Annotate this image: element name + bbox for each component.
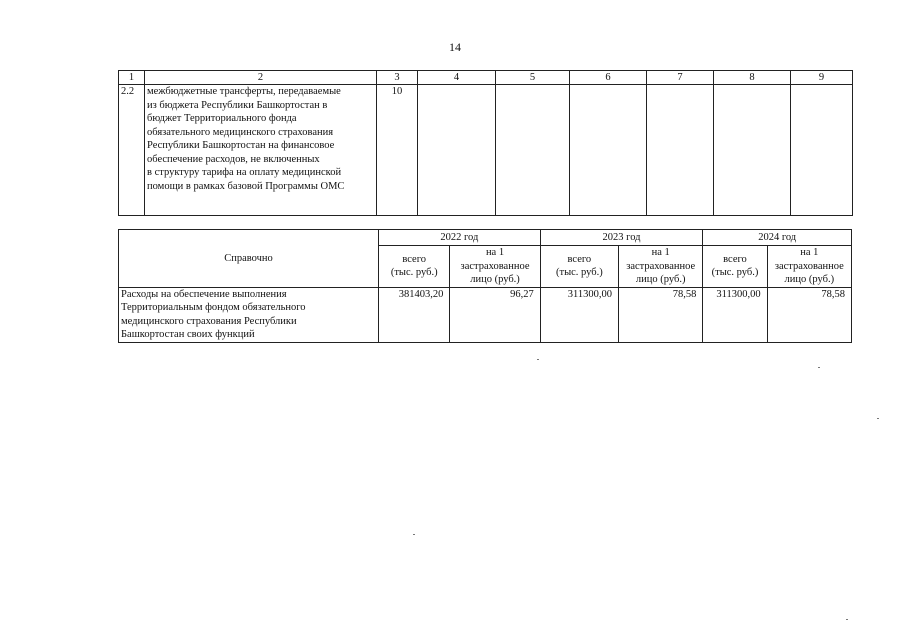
empty-cell <box>647 85 714 216</box>
year-header: 2023 год <box>540 230 703 246</box>
column-header: 5 <box>496 71 570 85</box>
column-header: 4 <box>418 71 496 85</box>
column-header: 7 <box>647 71 714 85</box>
empty-cell <box>496 85 570 216</box>
row-code: 10 <box>377 85 418 216</box>
main-table <box>118 70 853 216</box>
reference-table <box>118 229 852 343</box>
expense-label: Расходы на обеспечение выполнения Территориальным фондом обязательного медицинского страхования Республики Башкортостан своих функций <box>119 287 379 342</box>
scan-speck <box>818 367 820 368</box>
row-description: межбюджетные трансферты, передаваемые из бюджета Республики Башкортостан в бюджет Территориального фонда обязательного медицинского страхования Республики Башкортостан на финансовое обеспечение расходов, не включенных в структуру тарифа на оплату медицинской помощи в рамках базовой Программы ОМС <box>145 85 377 216</box>
year-header: 2024 год <box>703 230 852 246</box>
header-row <box>119 71 853 85</box>
value-cell: 381403,20 <box>379 287 450 342</box>
scan-speck <box>537 359 539 360</box>
column-header: 2 <box>145 71 377 85</box>
column-header: 9 <box>791 71 853 85</box>
col-total-header: всего (тыс. руб.) <box>703 246 767 288</box>
scan-speck <box>846 619 848 620</box>
column-header: 1 <box>119 71 145 85</box>
row-number: 2.2 <box>119 85 145 216</box>
column-header: 8 <box>714 71 791 85</box>
empty-cell <box>791 85 853 216</box>
col-total-header: всего (тыс. руб.) <box>379 246 450 288</box>
column-header: 3 <box>377 71 418 85</box>
empty-cell <box>714 85 791 216</box>
year-header: 2022 год <box>379 230 541 246</box>
reference-label: Справочно <box>119 230 379 288</box>
empty-cell <box>570 85 647 216</box>
value-cell: 96,27 <box>450 287 540 342</box>
column-header: 6 <box>570 71 647 85</box>
value-cell: 78,58 <box>767 287 851 342</box>
table-row <box>119 287 852 342</box>
value-cell: 311300,00 <box>540 287 618 342</box>
col-per-person-header: на 1 застрахованное лицо (руб.) <box>767 246 851 288</box>
scan-speck <box>877 418 879 419</box>
scan-speck <box>413 534 415 535</box>
value-cell: 78,58 <box>619 287 703 342</box>
col-total-header: всего (тыс. руб.) <box>540 246 618 288</box>
col-per-person-header: на 1 застрахованное лицо (руб.) <box>450 246 540 288</box>
page-number: 14 <box>449 40 461 54</box>
table-row <box>119 85 853 216</box>
empty-cell <box>418 85 496 216</box>
value-cell: 311300,00 <box>703 287 767 342</box>
col-per-person-header: на 1 застрахованное лицо (руб.) <box>619 246 703 288</box>
